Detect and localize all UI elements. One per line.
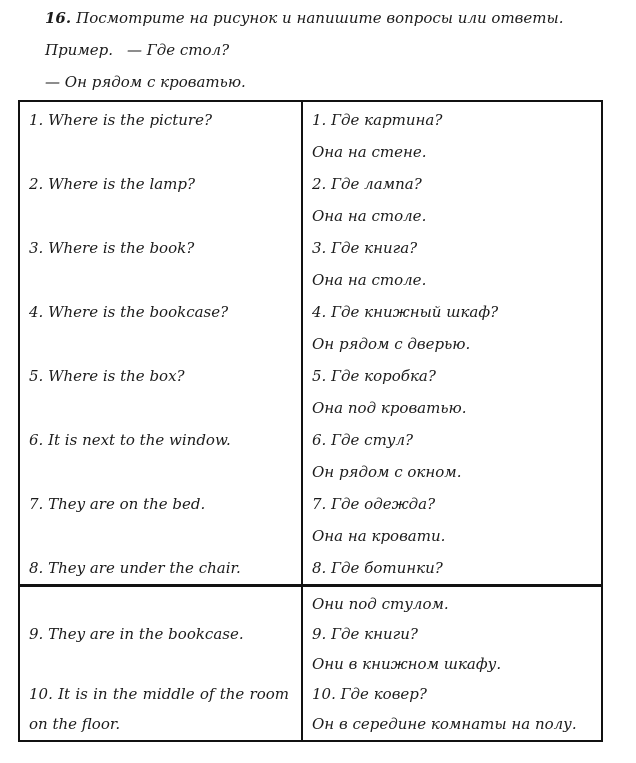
question-line: 8. They are under the chair. <box>29 559 241 577</box>
question-line: 5. Where is the box? <box>29 367 185 385</box>
answer-line: 9. Где книги? <box>312 625 418 643</box>
answer-line: Она на кровати. <box>312 527 446 545</box>
answer-line: Она на стене. <box>312 143 427 161</box>
question-line: 10. It is in the middle of the room on the floor. <box>29 685 289 733</box>
question-line: 1. Where is the picture? <box>29 111 213 129</box>
answer-line: Он в середине комнаты на полу. <box>312 715 577 733</box>
spacer-line <box>29 200 289 232</box>
example-question: — Где стол? <box>127 41 230 59</box>
example-question-line <box>45 34 564 66</box>
exercise-header <box>45 2 564 98</box>
answers-column-1 <box>303 102 601 584</box>
example-answer: — Он рядом с кроватью. <box>45 73 246 91</box>
answer-line: Она под кроватью. <box>312 399 467 417</box>
spacer-line <box>29 392 289 424</box>
table-block-2 <box>20 584 601 740</box>
table-block-1 <box>20 102 601 584</box>
answer-line: Он рядом с дверью. <box>312 335 471 353</box>
spacer-line <box>29 520 289 552</box>
spacer-line <box>29 328 289 360</box>
question-line: 4. Where is the bookcase? <box>29 303 229 321</box>
question-line: 9. They are in the bookcase. <box>29 625 244 643</box>
exercise-instruction: Посмотрите на рисунок и напишите вопросы или ответы. <box>76 9 564 27</box>
answer-line: Они под стулом. <box>312 595 449 613</box>
answer-line: 6. Где стул? <box>312 431 414 449</box>
spacer-line <box>29 264 289 296</box>
exercise-instruction-line <box>45 2 564 34</box>
question-line: 6. It is next to the window. <box>29 431 231 449</box>
spacer-line <box>29 136 289 168</box>
answer-line: 10. Где ковер? <box>312 685 427 703</box>
answers-column-2 <box>303 587 601 740</box>
answer-line: 3. Где книга? <box>312 239 418 257</box>
answer-line: 8. Где ботинки? <box>312 559 443 577</box>
spacer-line <box>29 649 289 679</box>
example-label: Пример. <box>45 41 114 59</box>
answer-line: 2. Где лампа? <box>312 175 422 193</box>
example-answer-line <box>45 66 564 98</box>
questions-column-2 <box>20 587 303 740</box>
question-line: 7. They are on the bed. <box>29 495 206 513</box>
question-line: 2. Where is the lamp? <box>29 175 196 193</box>
answer-line: Она на столе. <box>312 271 427 289</box>
answer-line: 1. Где картина? <box>312 111 443 129</box>
answer-line: 4. Где книжный шкаф? <box>312 303 499 321</box>
questions-column-1 <box>20 102 303 584</box>
exercise-number: 16. <box>45 9 72 27</box>
answer-line: Он рядом с окном. <box>312 463 462 481</box>
exercise-table <box>18 100 603 742</box>
answer-line: Она на столе. <box>312 207 427 225</box>
spacer-line <box>29 589 289 619</box>
spacer-line <box>29 456 289 488</box>
answer-line: 7. Где одежда? <box>312 495 436 513</box>
question-line: 3. Where is the book? <box>29 239 195 257</box>
answer-line: Они в книжном шкафу. <box>312 655 502 673</box>
answer-line: 5. Где коробка? <box>312 367 436 385</box>
